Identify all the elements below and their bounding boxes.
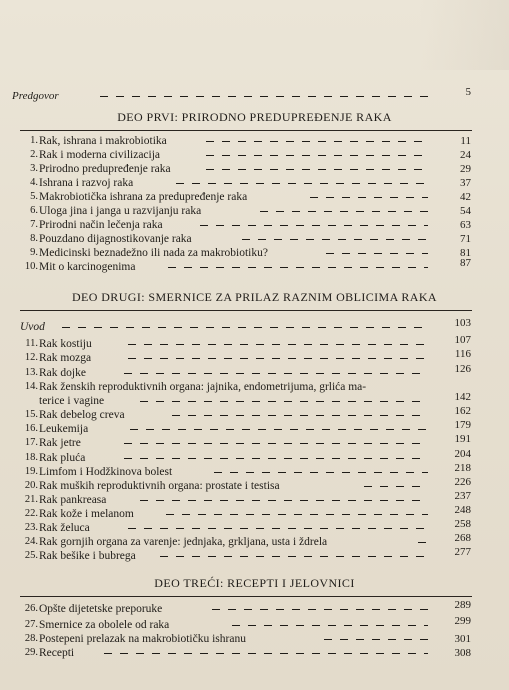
preface-title: Predgovor — [12, 90, 59, 102]
toc-entry: 27. Smernice za obolele od raka 299 — [24, 615, 471, 631]
dot-leader — [100, 96, 430, 97]
toc-entry: 5. Makrobiotička ishrana za predupređenje raka 42 — [30, 191, 471, 203]
toc-entry: 3. Prirodno predupređenje raka 29 — [30, 163, 471, 175]
toc-entry: 23. Rak želuca 258 — [24, 518, 471, 534]
toc-entry: 7. Prirodni način lečenja raka 63 — [30, 219, 471, 231]
toc-entry: 2. Rak i moderna civilizacija 24 — [30, 149, 471, 161]
toc-entry-continued: terice i vagine 142 — [39, 391, 471, 407]
section-rule — [20, 596, 472, 597]
toc-entry: 10. Mit o karcinogenima 87 — [24, 257, 471, 273]
toc-entry: 21. Rak pankreasa 237 — [24, 490, 471, 506]
toc-entry: 13. Rak dojke 126 — [24, 363, 471, 379]
toc-entry: 8. Pouzdano dijagnostikovanje raka 71 — [30, 233, 471, 245]
toc-entry: 20. Rak muških reproduktivnih organa: prostate i testisa 226 — [24, 476, 471, 492]
section-rule — [20, 310, 472, 311]
preface-page-number: 5 — [465, 86, 471, 98]
toc-entry: 6. Uloga jina i janga u razvijanju raka 54 — [30, 205, 471, 217]
faded-bleed-through — [419, 0, 509, 70]
section-heading-part-three: DEO TREĆI: RECEPTI I JELOVNICI — [154, 576, 355, 590]
toc-entry: 26. Opšte dijetetske preporuke 289 — [24, 599, 471, 615]
toc-entry: 15. Rak debelog creva 162 — [24, 405, 471, 421]
toc-entry-preface — [0, 86, 509, 103]
toc-entry: 24. Rak gornjih organa za varenje: jednjaka, grkljana, usta i ždrela 268 — [24, 532, 471, 548]
toc-entry: 11. Rak kostiju 107 — [25, 334, 471, 350]
toc-entry: 1. Rak, ishrana i makrobiotika 11 — [30, 135, 471, 147]
section-rule — [20, 130, 472, 131]
toc-entry: 28. Postepeni prelazak na makrobiotičku ishranu 301 — [24, 633, 471, 645]
toc-entry: 29. Recepti 308 — [24, 647, 471, 659]
toc-entry: 17. Rak jetre 191 — [24, 433, 471, 449]
toc-entry: 19. Limfom i Hodžkinova bolest 218 — [24, 462, 471, 478]
section-heading-part-two: DEO DRUGI: SMERNICE ZA PRILAZ RAZNIM OBLICIMA RAKA — [71, 290, 437, 304]
toc-entry-intro: Uvod 103 — [20, 317, 471, 333]
toc-entry: 18. Rak pluća 204 — [24, 448, 471, 464]
section-heading-part-one: DEO PRVI: PRIRODNO PREDUPREĐENJE RAKA — [117, 110, 392, 124]
toc-entry: 16. Leukemija 179 — [24, 419, 471, 435]
toc-entry: 22. Rak kože i melanom 248 — [24, 504, 471, 520]
toc-entry: 14. Rak ženskih reproduktivnih organa: jajnika, endometrijuma, grlića ma- — [24, 381, 367, 393]
toc-entry: 9. Medicinski beznadežno ili nada za makrobiotiku? 81 — [30, 247, 471, 259]
toc-entry: 12. Rak mozga 116 — [24, 348, 471, 364]
toc-entry: 4. Ishrana i razvoj raka 37 — [30, 177, 471, 189]
toc-entry: 25. Rak bešike i bubrega 277 — [24, 546, 471, 562]
